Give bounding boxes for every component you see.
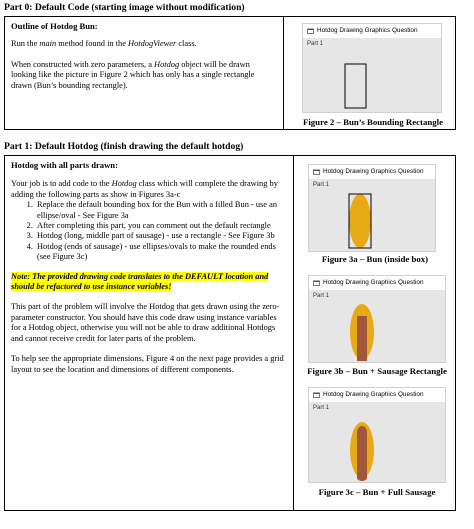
figure3c-caption: Figure 3c – Bun + Full Sausage (318, 487, 436, 497)
figure3c-window (308, 387, 446, 483)
window-title: Hotdog Drawing Graphics Question (323, 391, 424, 398)
figure3b-window (308, 275, 446, 363)
part0-paragraph-2: When constructed with zero parameters, a Hotdog object will be drawn looking like the picture in Figure 2 which has only has a single rectangle drawn (Bun’s bounding rectangle). (11, 59, 255, 90)
step-item: 1. Replace the default bounding box for the Bun with a filled Bun - use an ellipse/oval - See Figure 3a (35, 200, 285, 221)
figure3b-caption: Figure 3b – Bun + Sausage Rectangle (307, 366, 447, 376)
part1-paragraph-3: To help see the appropriate dimensions, Figure 4 on the next page provides a grid layout to see the location and dimensions of different components. (11, 354, 284, 374)
figure3c-drawing (309, 388, 445, 482)
part1-title: Part 1: Default Hotdog (finish drawing the default hotdog) (4, 141, 244, 152)
part1-heading: Hotdog with all parts drawn: (11, 160, 118, 170)
note-highlight: Note: The provided drawing code translates to the DEFAULT location and should be refactored to use instance variables! (11, 271, 269, 292)
part0-title: Part 0: Default Code (starting image without modification) (4, 2, 245, 13)
step-item: 4. Hotdog (ends of sausage) - use ellipses/ovals to make the rounded ends (see Figure 3c) (35, 242, 285, 263)
part1-steps (11, 200, 285, 262)
part1-divider (293, 156, 294, 510)
part0-text-cell (11, 21, 277, 91)
part0-paragraph-1: Run the main method found in the HotdogViewer class. (11, 39, 197, 49)
sausage-rectangle (357, 316, 367, 361)
figure3a-window (308, 164, 436, 252)
figure3b-drawing (309, 276, 445, 362)
figure2-caption: Figure 2 – Bun’s Bounding Rectangle (302, 117, 444, 127)
sausage-rectangle (357, 432, 367, 478)
figure2-drawing (303, 24, 441, 112)
sausage-top-end (357, 426, 367, 438)
window-title: Hotdog Drawing Graphics Question (323, 279, 424, 286)
panel-label: Part 1 (313, 293, 330, 299)
part1-intro: Your job is to add code to the Hotdog class which will complete the drawing by adding the following parts as show in Figures 3a-c (11, 179, 278, 199)
part1-text-cell (11, 160, 285, 375)
panel-label: Part 1 (313, 182, 330, 188)
part0-divider (283, 17, 284, 129)
sausage-bottom-end (357, 475, 367, 481)
step-item: 3. Hotdog (long, middle part of sausage) - use a rectangle - See Figure 3b (35, 231, 285, 241)
part1-table (4, 155, 456, 511)
window-title: Hotdog Drawing Graphics Question (317, 27, 418, 34)
figure3a-drawing (309, 165, 435, 251)
step-item: 2. After completing this part, you can comment out the default rectangle (35, 221, 285, 231)
figure3a-caption: Figure 3a – Bun (inside box) (321, 254, 429, 264)
bun-bounding-rectangle (345, 64, 366, 108)
part0-table (4, 16, 456, 130)
part1-paragraph-2: This part of the problem will involve the Hotdog that gets drawn using the zero-parameter constructor. You should have this code draw using instance variables for a Hotdog object, otherwise you will not be able to draw additional Hotdogs and cannot receive credit for later parts of the problem. (11, 302, 280, 343)
panel-label: Part 1 (313, 405, 330, 411)
figure2-window (302, 23, 442, 113)
panel-label: Part 1 (307, 41, 324, 47)
note-paragraph (11, 272, 285, 293)
window-title: Hotdog Drawing Graphics Question (323, 168, 424, 175)
part0-heading: Outline of Hotdog Bun: (11, 21, 98, 31)
bun-ellipse (349, 194, 371, 248)
